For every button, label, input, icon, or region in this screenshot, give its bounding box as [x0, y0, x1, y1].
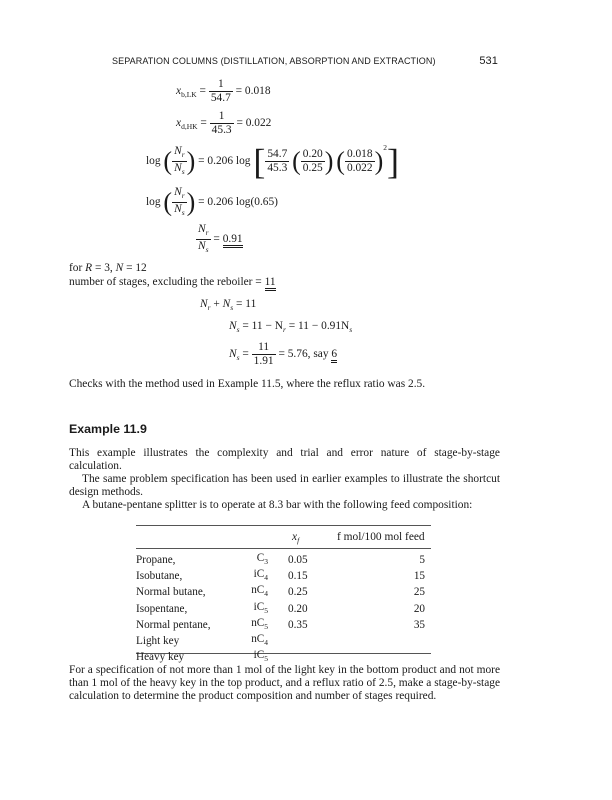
equation-ns-result: $N_s$ = $\frac{11}{1.91}$ = 5.76, say 6 — [229, 341, 338, 367]
mole-fraction: 0.25 — [288, 586, 308, 599]
equation-log-ratio: log ( $\frac{N_r}{N_s}$ ) = 0.206 log [ $\frac{54.7}{45.3}$ ( $\frac{0.20}{0.25}$ ) ( $\frac{0.018}{0.022}$ )$^2$] — [146, 141, 399, 182]
table-row — [136, 584, 425, 600]
component-name: Light key — [136, 635, 180, 648]
equation-stage-sum: $N_r + N_s = 11$ — [200, 298, 257, 312]
table-row — [136, 552, 425, 568]
mole-fraction — [268, 633, 330, 649]
equation-xb-lk: $x_{b,LK}$ = $\frac{1}{54.7}$ = 0.018 — [176, 78, 271, 104]
feed-flow: 35 — [413, 618, 425, 631]
mole-fraction: 0.15 — [288, 570, 308, 583]
mole-fraction: 0.05 — [288, 554, 308, 566]
page-number: 531 — [479, 55, 498, 67]
check-paragraph: Checks with the method used in Example 11.5, where the reflux ratio was 2.5. — [69, 378, 426, 390]
example-paragraph-2: The same problem specification has been used in earlier examples to illustrate the shortcut design methods. — [69, 473, 500, 499]
table-header-rule — [136, 548, 431, 549]
component-name: Propane, — [136, 554, 176, 566]
feed-flow: 5 — [419, 554, 425, 566]
table-top-rule — [136, 525, 431, 526]
table-row — [136, 601, 425, 617]
component-name: Isobutane, — [136, 570, 183, 583]
table-header-xf: $x_f$ — [292, 531, 300, 545]
mole-fraction: 0.35 — [288, 618, 308, 631]
table-row — [136, 633, 425, 649]
stages-line: number of stages, excluding the reboiler = 11 — [69, 276, 276, 288]
equation-ns-expand: $N_s = 11 - N_r = 11 - 0.91N_s$ — [229, 320, 353, 334]
component-formula: $nC_5$ — [251, 616, 268, 631]
component-formula: $nC_4$ — [251, 584, 268, 599]
example-paragraph-1: This example illustrates the complexity and trial and error nature of stage-by-stage calculation. — [69, 447, 500, 473]
table-row — [136, 568, 425, 584]
component-formula: $nC_4$ — [251, 633, 268, 648]
equation-log-value: log ( $\frac{N_r}{N_s}$ ) = 0.206 log(0.65) — [146, 186, 278, 217]
final-paragraph: For a specification of not more than 1 mol of the light key in the bottom product and not more than 1 mol of the heavy key in the top product, and a reflux ratio of 2.5, make a stage-by-stage calculation to determine the product composition and number of stages required. — [69, 664, 500, 703]
feed-flow: 15 — [413, 570, 425, 583]
component-name: Isopentane, — [136, 602, 188, 615]
equation-xd-hk: $x_{d,HK}$ = $\frac{1}{45.3}$ = 0.022 — [176, 110, 272, 136]
feed-flow: 25 — [413, 586, 425, 599]
for-r-line: for R = 3, N = 12 — [69, 262, 147, 274]
component-name: Heavy key — [136, 651, 185, 664]
feed-flow: 20 — [413, 602, 425, 615]
component-formula: $C_3$ — [256, 552, 268, 566]
feed-composition-table — [136, 552, 425, 665]
feed-flow — [330, 633, 425, 649]
component-formula: $iC_4$ — [253, 568, 268, 583]
feed-flow — [330, 649, 425, 665]
running-title: SEPARATION COLUMNS (DISTILLATION, ABSORPTION AND EXTRACTION) — [112, 56, 436, 66]
component-formula: $iC_5$ — [253, 600, 268, 615]
table-row — [136, 617, 425, 633]
example-title: Example 11.9 — [69, 422, 147, 436]
table-header-f: f mol/100 mol feed — [337, 531, 425, 543]
equation-stage-ratio: $\frac{N_r}{N_s}$ = 0.91 — [198, 223, 243, 254]
component-formula: $iC_5$ — [253, 649, 268, 664]
component-name: Normal butane, — [136, 586, 206, 599]
component-name: Normal pentane, — [136, 618, 211, 631]
table-row — [136, 649, 425, 665]
mole-fraction: 0.20 — [288, 602, 308, 615]
running-header — [112, 56, 498, 66]
mole-fraction — [268, 649, 330, 665]
example-paragraph-3: A butane-pentane splitter is to operate at 8.3 bar with the following feed composition: — [82, 499, 473, 511]
